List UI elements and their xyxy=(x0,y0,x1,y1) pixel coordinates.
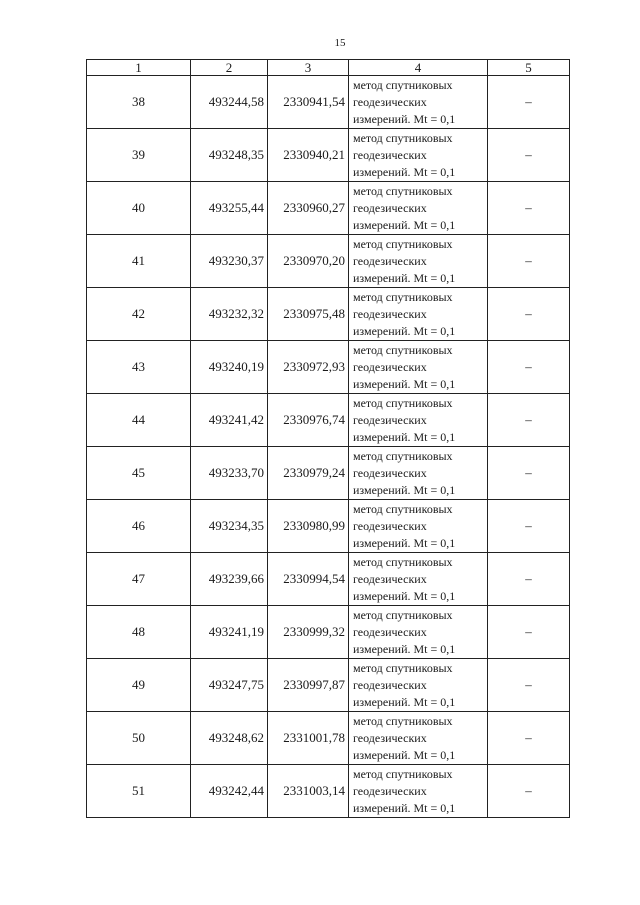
point-number-cell: 39 xyxy=(87,129,191,182)
method-text-line: измерений. Mt = 0,1 xyxy=(353,164,456,179)
x-coordinate-cell: 493239,66 xyxy=(191,553,268,606)
y-coordinate-cell: 2330960,27 xyxy=(268,182,349,235)
method-text-line: измерений. Mt = 0,1 xyxy=(353,747,456,762)
x-coordinate-cell: 493232,32 xyxy=(191,288,268,341)
method-text-line: измерений. Mt = 0,1 xyxy=(353,217,456,232)
note-cell: – xyxy=(488,235,570,288)
method-text-line: измерений. Mt = 0,1 xyxy=(353,535,456,550)
method-text-line: геодезических xyxy=(353,253,427,268)
method-cell xyxy=(349,288,488,341)
table-row xyxy=(87,765,570,818)
y-coordinate-cell: 2330979,24 xyxy=(268,447,349,500)
note-cell: – xyxy=(488,765,570,818)
method-text-line: метод спутниковых xyxy=(353,607,453,622)
note-cell: – xyxy=(488,182,570,235)
x-coordinate-cell: 493244,58 xyxy=(191,76,268,129)
x-coordinate-cell: 493241,42 xyxy=(191,394,268,447)
x-coordinate-cell: 493241,19 xyxy=(191,606,268,659)
x-coordinate-cell: 493242,44 xyxy=(191,765,268,818)
method-text-line: измерений. Mt = 0,1 xyxy=(353,694,456,709)
method-text-line: метод спутниковых xyxy=(353,713,453,728)
note-cell: – xyxy=(488,76,570,129)
point-number-cell: 50 xyxy=(87,712,191,765)
x-coordinate-cell: 493234,35 xyxy=(191,500,268,553)
table-row xyxy=(87,129,570,182)
method-text-line: геодезических xyxy=(353,730,427,745)
point-number-cell: 45 xyxy=(87,447,191,500)
method-text-line: измерений. Mt = 0,1 xyxy=(353,376,456,391)
table-row xyxy=(87,76,570,129)
method-text-line: измерений. Mt = 0,1 xyxy=(353,429,456,444)
x-coordinate-cell: 493230,37 xyxy=(191,235,268,288)
header-col-3: 3 xyxy=(268,60,349,76)
table-row xyxy=(87,606,570,659)
method-text-line: геодезических xyxy=(353,518,427,533)
method-text-line: геодезических xyxy=(353,359,427,374)
method-text-line: метод спутниковых xyxy=(353,660,453,675)
method-text-line: измерений. Mt = 0,1 xyxy=(353,270,456,285)
method-text-line: метод спутниковых xyxy=(353,395,453,410)
x-coordinate-cell: 493233,70 xyxy=(191,447,268,500)
method-text-line: геодезических xyxy=(353,571,427,586)
table-row xyxy=(87,341,570,394)
method-text-line: измерений. Mt = 0,1 xyxy=(353,588,456,603)
table-row xyxy=(87,500,570,553)
method-text-line: геодезических xyxy=(353,624,427,639)
method-cell xyxy=(349,341,488,394)
method-text-line: метод спутниковых xyxy=(353,766,453,781)
y-coordinate-cell: 2330975,48 xyxy=(268,288,349,341)
method-text-line: метод спутниковых xyxy=(353,448,453,463)
note-cell: – xyxy=(488,553,570,606)
note-cell: – xyxy=(488,712,570,765)
header-col-2: 2 xyxy=(191,60,268,76)
header-col-1: 1 xyxy=(87,60,191,76)
method-text-line: измерений. Mt = 0,1 xyxy=(353,323,456,338)
method-cell xyxy=(349,235,488,288)
table-row xyxy=(87,235,570,288)
x-coordinate-cell: 493248,62 xyxy=(191,712,268,765)
page-number: 15 xyxy=(334,37,346,49)
y-coordinate-cell: 2330972,93 xyxy=(268,341,349,394)
method-text-line: метод спутниковых xyxy=(353,183,453,198)
table-row xyxy=(87,712,570,765)
point-number-cell: 49 xyxy=(87,659,191,712)
method-text-line: геодезических xyxy=(353,465,427,480)
point-number-cell: 46 xyxy=(87,500,191,553)
table-header-row xyxy=(87,60,570,76)
method-text-line: геодезических xyxy=(353,147,427,162)
table-row xyxy=(87,553,570,606)
y-coordinate-cell: 2330970,20 xyxy=(268,235,349,288)
y-coordinate-cell: 2331001,78 xyxy=(268,712,349,765)
point-number-cell: 43 xyxy=(87,341,191,394)
table-row xyxy=(87,447,570,500)
y-coordinate-cell: 2331003,14 xyxy=(268,765,349,818)
method-cell xyxy=(349,553,488,606)
method-text-line: метод спутниковых xyxy=(353,77,453,92)
method-cell xyxy=(349,76,488,129)
y-coordinate-cell: 2330940,21 xyxy=(268,129,349,182)
note-cell: – xyxy=(488,129,570,182)
method-text-line: измерений. Mt = 0,1 xyxy=(353,482,456,497)
header-col-4: 4 xyxy=(349,60,488,76)
point-number-cell: 41 xyxy=(87,235,191,288)
method-cell xyxy=(349,129,488,182)
y-coordinate-cell: 2330941,54 xyxy=(268,76,349,129)
method-text-line: геодезических xyxy=(353,306,427,321)
note-cell: – xyxy=(488,341,570,394)
point-number-cell: 51 xyxy=(87,765,191,818)
method-cell xyxy=(349,765,488,818)
note-cell: – xyxy=(488,394,570,447)
x-coordinate-cell: 493240,19 xyxy=(191,341,268,394)
method-cell xyxy=(349,712,488,765)
table-body xyxy=(87,76,570,818)
method-text-line: геодезических xyxy=(353,200,427,215)
point-number-cell: 40 xyxy=(87,182,191,235)
method-text-line: измерений. Mt = 0,1 xyxy=(353,800,456,815)
method-text-line: метод спутниковых xyxy=(353,342,453,357)
method-text-line: метод спутниковых xyxy=(353,501,453,516)
method-cell xyxy=(349,447,488,500)
y-coordinate-cell: 2330976,74 xyxy=(268,394,349,447)
y-coordinate-cell: 2330997,87 xyxy=(268,659,349,712)
method-text-line: метод спутниковых xyxy=(353,236,453,251)
point-number-cell: 42 xyxy=(87,288,191,341)
method-text-line: измерений. Mt = 0,1 xyxy=(353,111,456,126)
y-coordinate-cell: 2330999,32 xyxy=(268,606,349,659)
coordinates-table xyxy=(86,59,570,818)
method-text-line: измерений. Mt = 0,1 xyxy=(353,641,456,656)
note-cell: – xyxy=(488,447,570,500)
x-coordinate-cell: 493248,35 xyxy=(191,129,268,182)
point-number-cell: 47 xyxy=(87,553,191,606)
note-cell: – xyxy=(488,659,570,712)
method-text-line: геодезических xyxy=(353,412,427,427)
method-text-line: метод спутниковых xyxy=(353,554,453,569)
method-cell xyxy=(349,394,488,447)
method-text-line: геодезических xyxy=(353,677,427,692)
y-coordinate-cell: 2330980,99 xyxy=(268,500,349,553)
note-cell: – xyxy=(488,500,570,553)
method-cell xyxy=(349,606,488,659)
note-cell: – xyxy=(488,606,570,659)
method-cell xyxy=(349,659,488,712)
table-row xyxy=(87,659,570,712)
method-text-line: метод спутниковых xyxy=(353,289,453,304)
y-coordinate-cell: 2330994,54 xyxy=(268,553,349,606)
table-row xyxy=(87,394,570,447)
header-col-5: 5 xyxy=(488,60,570,76)
point-number-cell: 44 xyxy=(87,394,191,447)
x-coordinate-cell: 493255,44 xyxy=(191,182,268,235)
point-number-cell: 38 xyxy=(87,76,191,129)
method-cell xyxy=(349,500,488,553)
method-text-line: геодезических xyxy=(353,783,427,798)
x-coordinate-cell: 493247,75 xyxy=(191,659,268,712)
note-cell: – xyxy=(488,288,570,341)
method-text-line: метод спутниковых xyxy=(353,130,453,145)
table-row xyxy=(87,288,570,341)
point-number-cell: 48 xyxy=(87,606,191,659)
method-text-line: геодезических xyxy=(353,94,427,109)
table-row xyxy=(87,182,570,235)
method-cell xyxy=(349,182,488,235)
